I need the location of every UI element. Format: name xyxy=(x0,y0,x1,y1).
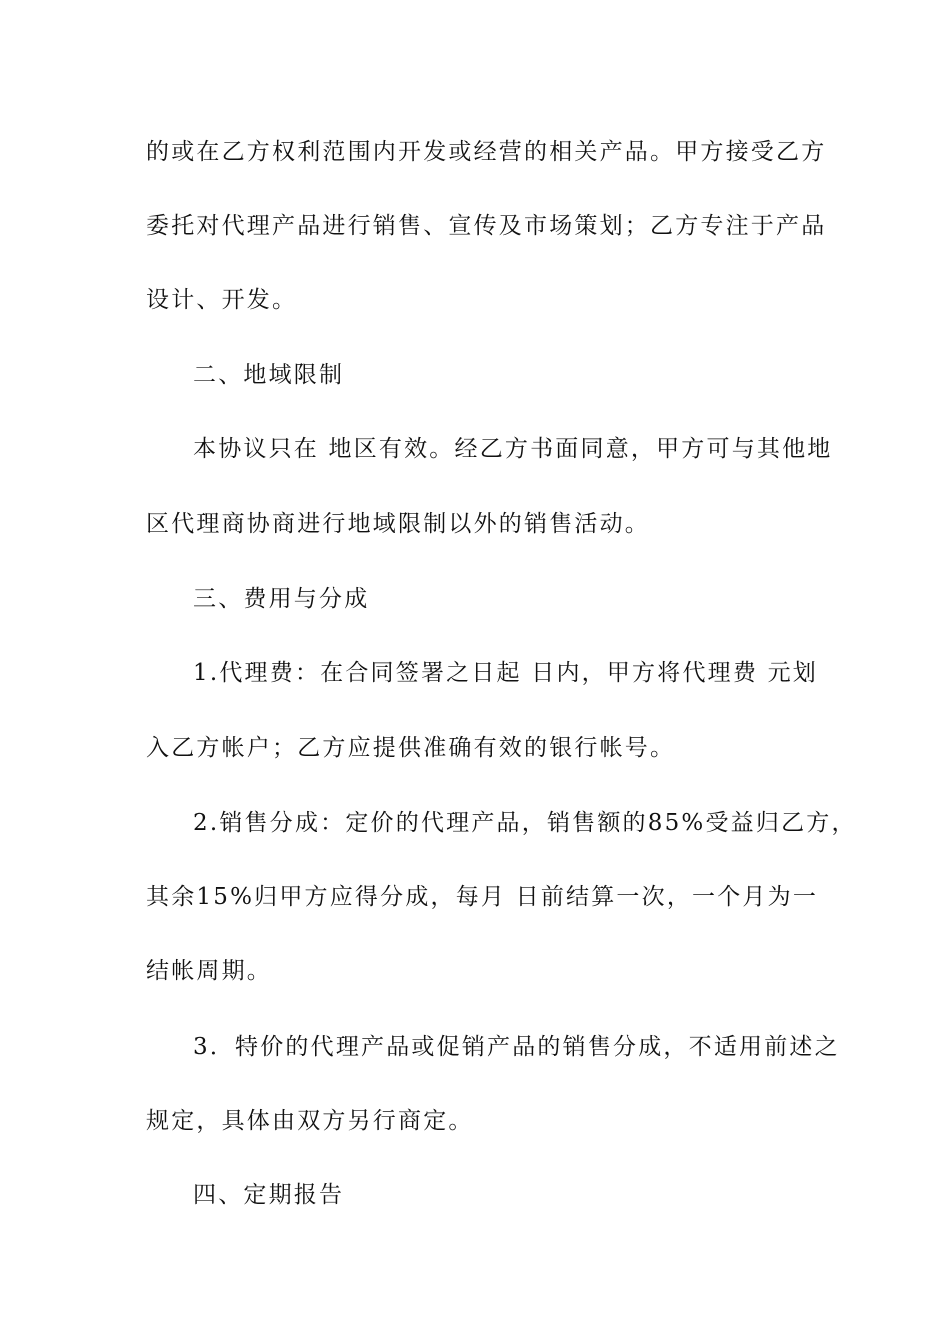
paragraph-line: 本协议只在 地区有效。经乙方书面同意，甲方可与其他地 xyxy=(193,436,833,462)
section-heading-region: 二、地域限制 xyxy=(193,362,345,388)
paragraph-line: 委托对代理产品进行销售、宣传及市场策划；乙方专注于产品 xyxy=(146,213,827,239)
paragraph-line: 结帐周期。 xyxy=(146,958,272,984)
paragraph-line: 其余15%归甲方应得分成，每月 日前结算一次，一个月为一 xyxy=(146,884,819,910)
paragraph-line: 区代理商协商进行地域限制以外的销售活动。 xyxy=(146,511,650,537)
paragraph-line: 设计、开发。 xyxy=(146,287,298,313)
paragraph-line: 3．特价的代理产品或促销产品的销售分成，不适用前述之 xyxy=(193,1034,840,1060)
paragraph-line: 1.代理费：在合同签署之日起 日内，甲方将代理费 元划 xyxy=(193,660,818,686)
section-heading-fees: 三、费用与分成 xyxy=(193,586,370,612)
section-heading-reports: 四、定期报告 xyxy=(193,1182,345,1208)
paragraph-line: 2.销售分成：定价的代理产品，销售额的85%受益归乙方， xyxy=(193,810,857,836)
paragraph-line: 入乙方帐户；乙方应提供准确有效的银行帐号。 xyxy=(146,735,676,761)
paragraph-line: 规定，具体由双方另行商定。 xyxy=(146,1108,474,1134)
paragraph-line: 的或在乙方权利范围内开发或经营的相关产品。甲方接受乙方 xyxy=(146,139,827,165)
